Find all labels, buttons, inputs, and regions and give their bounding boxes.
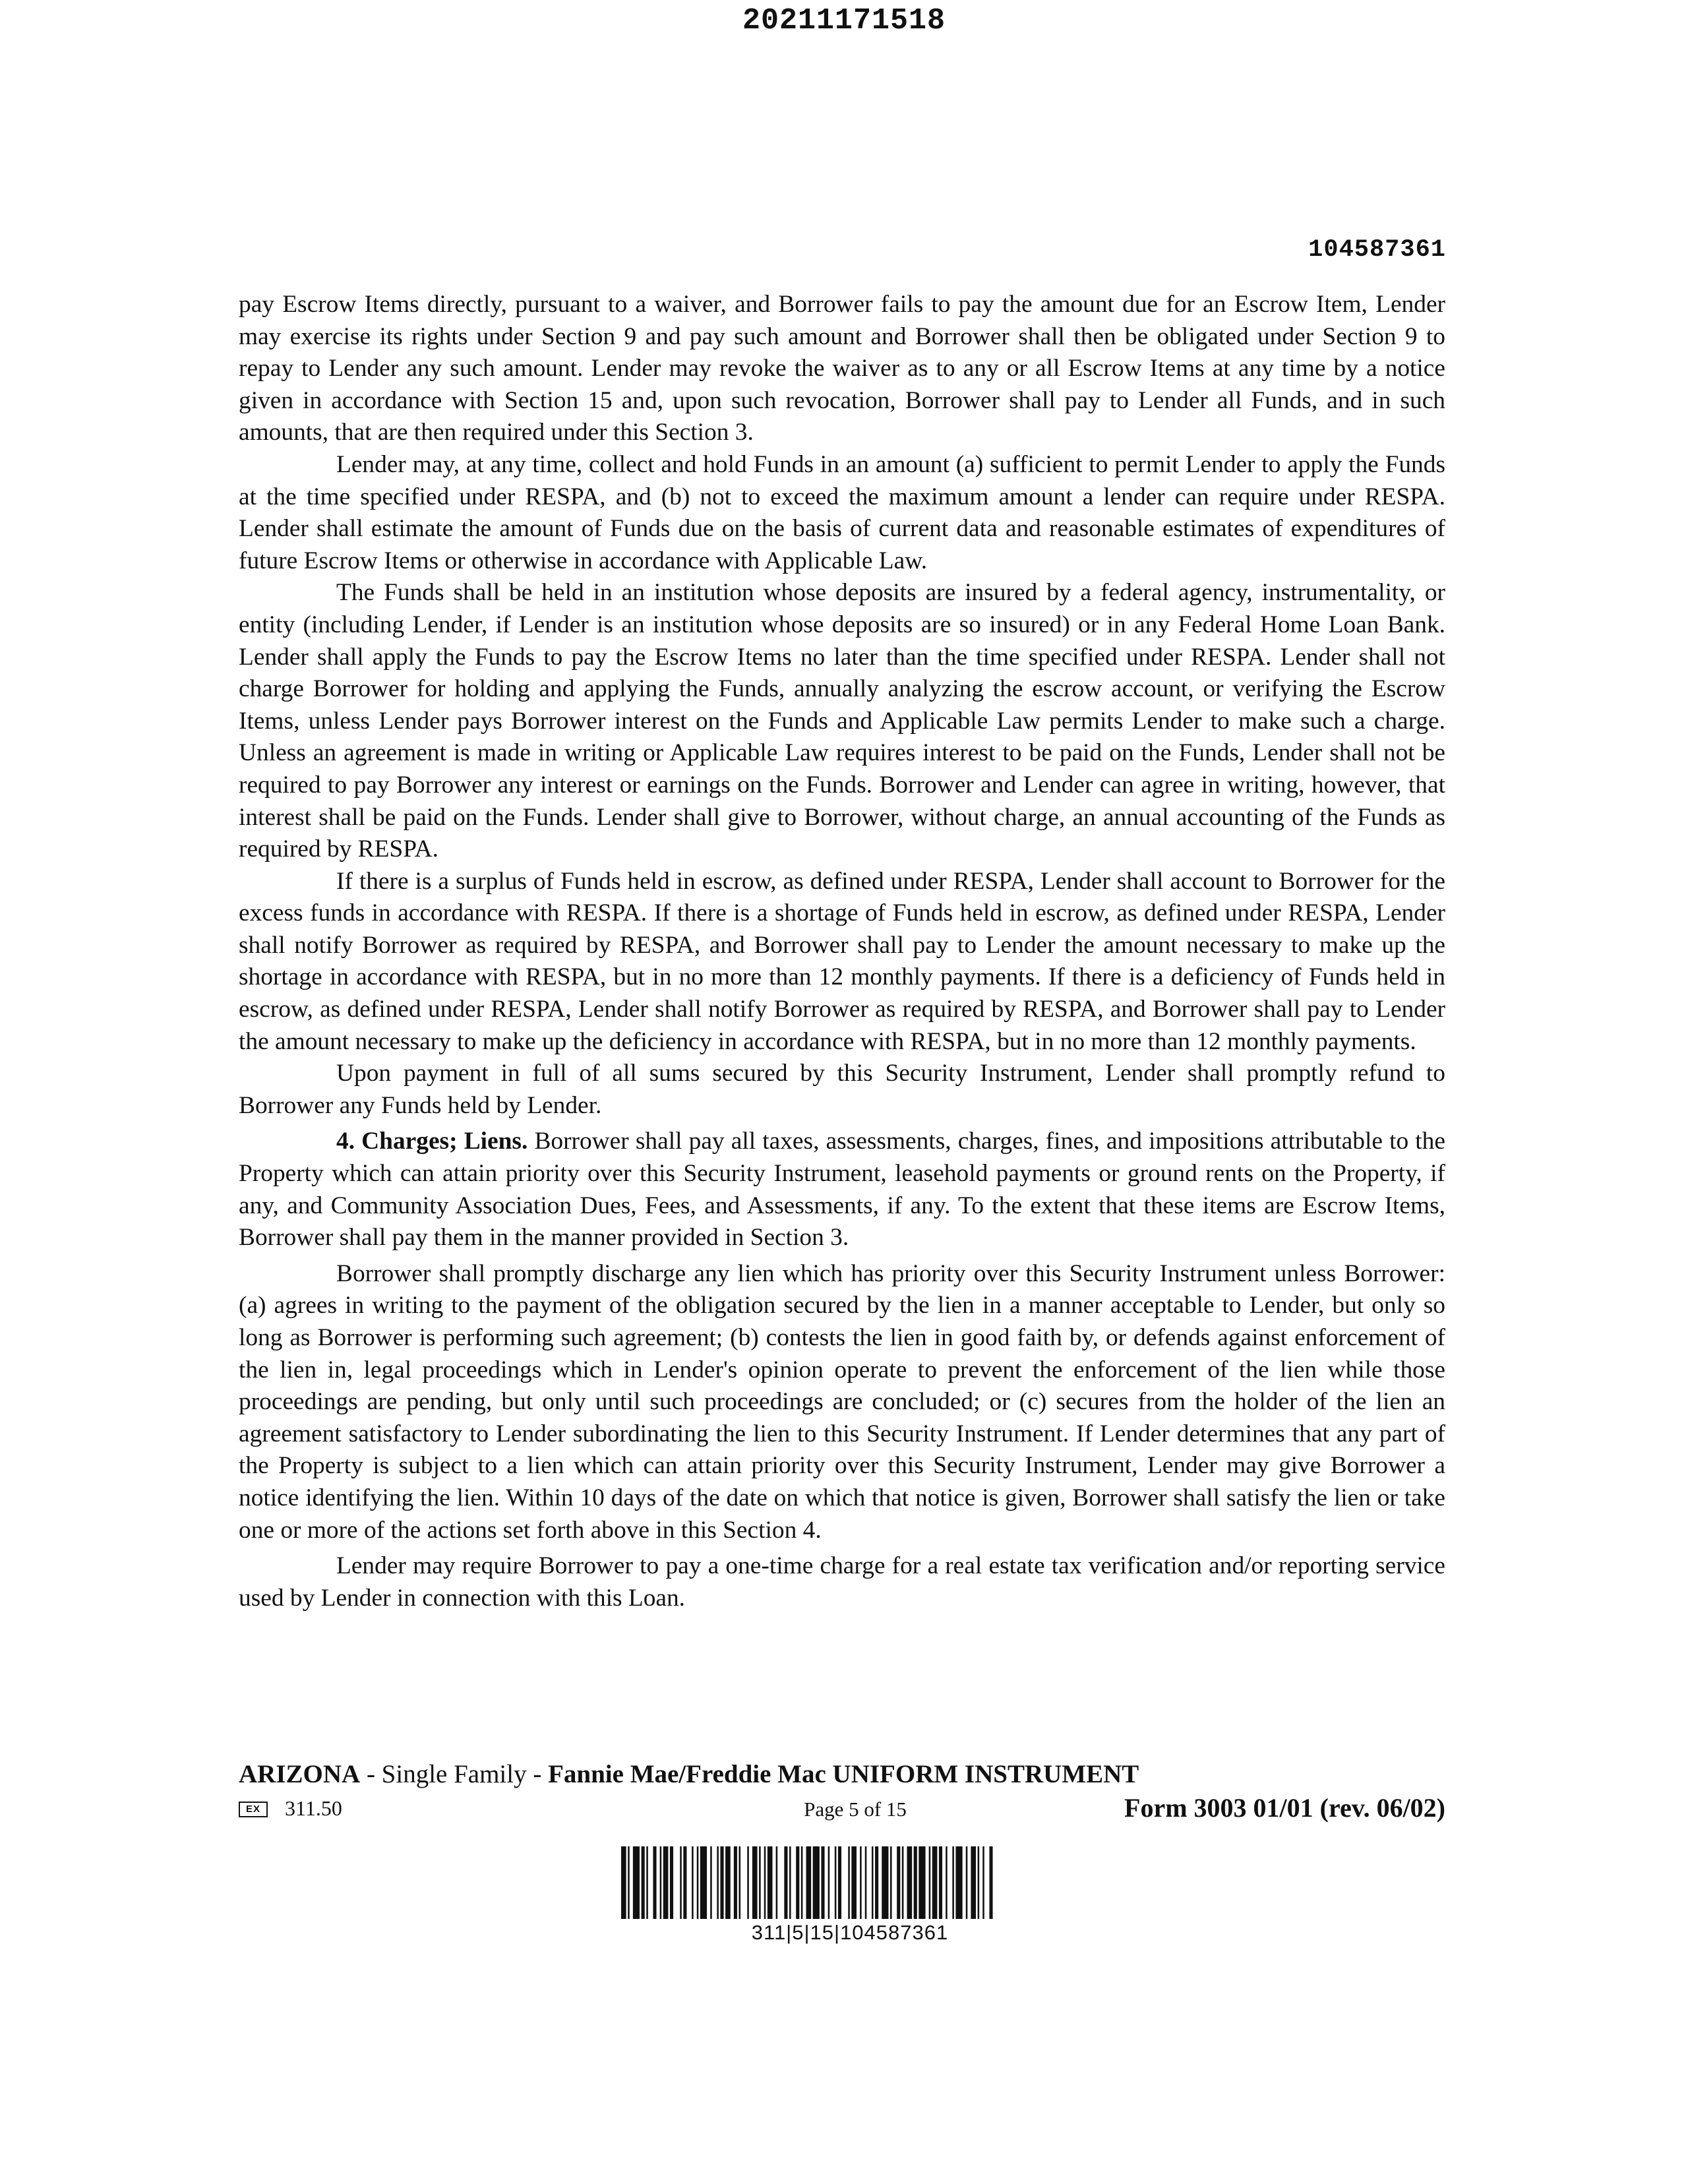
barcode-bar: [734, 1846, 737, 1919]
barcode-bar: [680, 1846, 682, 1919]
barcode-bar: [720, 1846, 723, 1919]
barcode-bar: [919, 1846, 925, 1919]
barcode-bar: [710, 1846, 712, 1919]
barcode-bar: [946, 1846, 948, 1919]
barcode-bar: [776, 1846, 778, 1919]
paragraph-refund: Upon payment in full of all sums secured by this Security Instrument, Lender shall promptly refund to Borrower any Funds held by Lender.: [239, 1060, 1445, 1119]
loan-number: 104587361: [1308, 236, 1446, 264]
barcode-bar: [739, 1846, 741, 1919]
footer-form-line: [239, 1792, 1445, 1825]
barcode-bar: [828, 1846, 830, 1919]
barcode-bar: [764, 1846, 766, 1919]
charges-liens-text: Borrower shall pay all taxes, assessments, charges, fines, and impositions attributable to the Property which can attain priority over this Security Instrument, leasehold payments or ground rents on the Property, if any, and Community Association Dues, Fees, and Assessments, if any. To the extent that these items are Escrow Items, Borrower shall pay them in the manner provided in Section 3.: [239, 1128, 1445, 1252]
barcode-icon: [621, 1846, 1079, 1919]
barcode-bar: [747, 1846, 749, 1919]
page-number: Page 5 of 15: [804, 1798, 907, 1821]
barcode-bar: [929, 1846, 931, 1919]
recording-number: 20211171518: [742, 4, 946, 38]
barcode-bar: [646, 1846, 648, 1919]
footer-separator: - Single Family -: [360, 1760, 549, 1788]
paragraph-discharge-lien: Borrower shall promptly discharge any lien which has priority over this Security Instrument unless Borrower: (a) agrees in writing to the payment of the obligation secured by the lien in a manner acceptable to Lender, but only so long as Borrower is performing such agreement; (b) contests the lien in good faith by, or defends against enforcement of the lien in, legal proceedings which in Lender's opinion operate to prevent the enforcement of the lien while those proceedings are pending, but only until such proceedings are concluded; or (c) secures from the holder of the lien an agreement satisfactory to Lender subordinating the lien to this Security Instrument. If Lender determines that any part of the Property is subject to a lien which can attain priority over this Security Instrument, Lender may give Borrower a notice identifying the lien. Within 10 days of the date on which that notice is given, Borrower shall satisfy the lien or take one or more of the actions set forth above in this Section 4.: [239, 1259, 1445, 1544]
barcode-bar: [872, 1846, 874, 1919]
paragraph-collect-funds: Lender may, at any time, collect and hold Funds in an amount (a) sufficient to permit Lender to apply the Funds at the time specified under RESPA, and (b) not to exceed the maximum amount a lender can require under RESPA. Lender shall estimate the amount of Funds due on the basis of current data and reasonable estimates of expenditures of future Escrow Items or otherwise in accordance with Applicable Law.: [239, 450, 1445, 574]
barcode-bar: [952, 1846, 954, 1919]
barcode-bar: [663, 1846, 669, 1919]
paragraph-surplus-shortage: If there is a surplus of Funds held in escrow, as defined under RESPA, Lender shall account to Borrower for the excess funds in accordance with RESPA. If there is a shortage of Funds held in escrow, as defined under RESPA, Lender shall notify Borrower as required by RESPA, and Borrower shall pay to Lender the amount necessary to make up the shortage in accordance with RESPA, but in no more than 12 monthly payments. If there is a deficiency of Funds held in escrow, as defined under RESPA, Lender shall notify Borrower as required by RESPA, and Borrower shall pay to Lender the amount necessary to make up the deficiency in accordance with RESPA, but in no more than 12 monthly payments.: [239, 867, 1445, 1055]
barcode-bar: [670, 1846, 673, 1919]
barcode-bar: [821, 1846, 824, 1919]
barcode-bar: [621, 1846, 626, 1919]
barcode-bar: [971, 1846, 976, 1919]
barcode-bar: [860, 1846, 862, 1919]
section-heading-charges-liens: 4. Charges; Liens.: [336, 1128, 528, 1155]
barcode-bar: [932, 1846, 938, 1919]
barcode-bar: [939, 1846, 942, 1919]
footer-instrument-name: Fannie Mae/Freddie Mac UNIFORM INSTRUMENT: [548, 1760, 1139, 1788]
barcode-bar: [642, 1846, 645, 1919]
barcode-bar: [683, 1846, 686, 1919]
barcode-bar: [801, 1846, 803, 1919]
barcode-bar: [700, 1846, 707, 1919]
barcode-bar: [875, 1846, 878, 1919]
barcode-bar: [759, 1846, 761, 1919]
barcode-bar: [789, 1846, 791, 1919]
barcode-bar: [907, 1846, 913, 1919]
barcode-bar: [768, 1846, 773, 1919]
form-vendor-logo-icon: EX: [239, 1802, 268, 1817]
barcode-bar: [978, 1846, 980, 1919]
barcode-bar: [835, 1846, 837, 1919]
barcode-bar: [890, 1846, 892, 1919]
barcode-bar: [628, 1846, 630, 1919]
footer-instrument-line: [239, 1759, 1139, 1790]
paragraph-charges-liens: [239, 1126, 1445, 1254]
barcode-bar: [966, 1846, 968, 1919]
barcode-bar: [784, 1846, 787, 1919]
barcode-bar: [653, 1846, 656, 1919]
barcode-bar: [806, 1846, 812, 1919]
form-number: Form 3003 01/01 (rev. 06/02): [1124, 1793, 1445, 1823]
barcode-bar: [865, 1846, 867, 1919]
barcode-bar: [692, 1846, 694, 1919]
barcode-bar: [697, 1846, 699, 1919]
barcode-bar: [851, 1846, 857, 1919]
barcode-bar: [902, 1846, 904, 1919]
barcode-bar: [752, 1846, 758, 1919]
barcode-bar: [633, 1846, 640, 1919]
barcode-bar: [796, 1846, 799, 1919]
paragraph-escrow-waiver: pay Escrow Items directly, pursuant to a waiver, and Borrower fails to pay the amount due for an Escrow Item, Lender may exercise its rights under Section 9 and pay such amount and Borrower shall then be obligated under Section 9 to repay to Lender any such amount. Lender may revoke the waiver as to any or all Escrow Items at any time by a notice given in accordance with Section 15 and, upon such revocation, Borrower shall pay to Lender all Funds, and in such amounts, that are then required under this Section 3.: [239, 291, 1445, 446]
paragraph-tax-verification: Lender may require Borrower to pay a one-time charge for a real estate tax verification and/or reporting service used by Lender in connection with this Loan.: [239, 1552, 1445, 1612]
barcode-bar: [982, 1846, 984, 1919]
barcode-bar: [989, 1846, 992, 1919]
barcode-bar: [660, 1846, 662, 1919]
paragraph-funds-held: The Funds shall be held in an institution whose deposits are insured by a federal agency, instrumentality, or entity (including Lender, if Lender is an institution whose deposits are so insured) or in any Federal Home Loan Bank. Lender shall apply the Funds to pay the Escrow Items no later than the time specified under RESPA. Lender shall not charge Borrower for holding and applying the Funds, annually analyzing the escrow account, or verifying the Escrow Items, unless Lender pays Borrower interest on the Funds and Applicable Law permits Lender to make such a charge. Unless an agreement is made in writing or Applicable Law requires interest to be paid on the Funds, Lender shall not be required to pay Borrower any interest or earnings on the Funds. Borrower and Lender can agree in writing, however, that interest shall be paid on the Funds. Lender shall give to Borrower, without charge, an annual accounting of the Funds as required by RESPA.: [239, 579, 1445, 863]
barcode-bar: [882, 1846, 888, 1919]
barcode-bar: [914, 1846, 917, 1919]
barcode-bar: [838, 1846, 841, 1919]
form-code: 311.50: [285, 1796, 342, 1820]
footer-state: ARIZONA: [239, 1760, 361, 1788]
barcode-bar: [813, 1846, 820, 1919]
document-body: [239, 289, 1445, 1614]
barcode-number: 311|5|15|104587361: [751, 1921, 949, 1944]
barcode-bar: [897, 1846, 900, 1919]
barcode-bar: [955, 1846, 962, 1919]
barcode-bar: [725, 1846, 731, 1919]
barcode-bar: [717, 1846, 719, 1919]
barcode-bar: [848, 1846, 850, 1919]
barcode: [621, 1846, 1079, 1945]
